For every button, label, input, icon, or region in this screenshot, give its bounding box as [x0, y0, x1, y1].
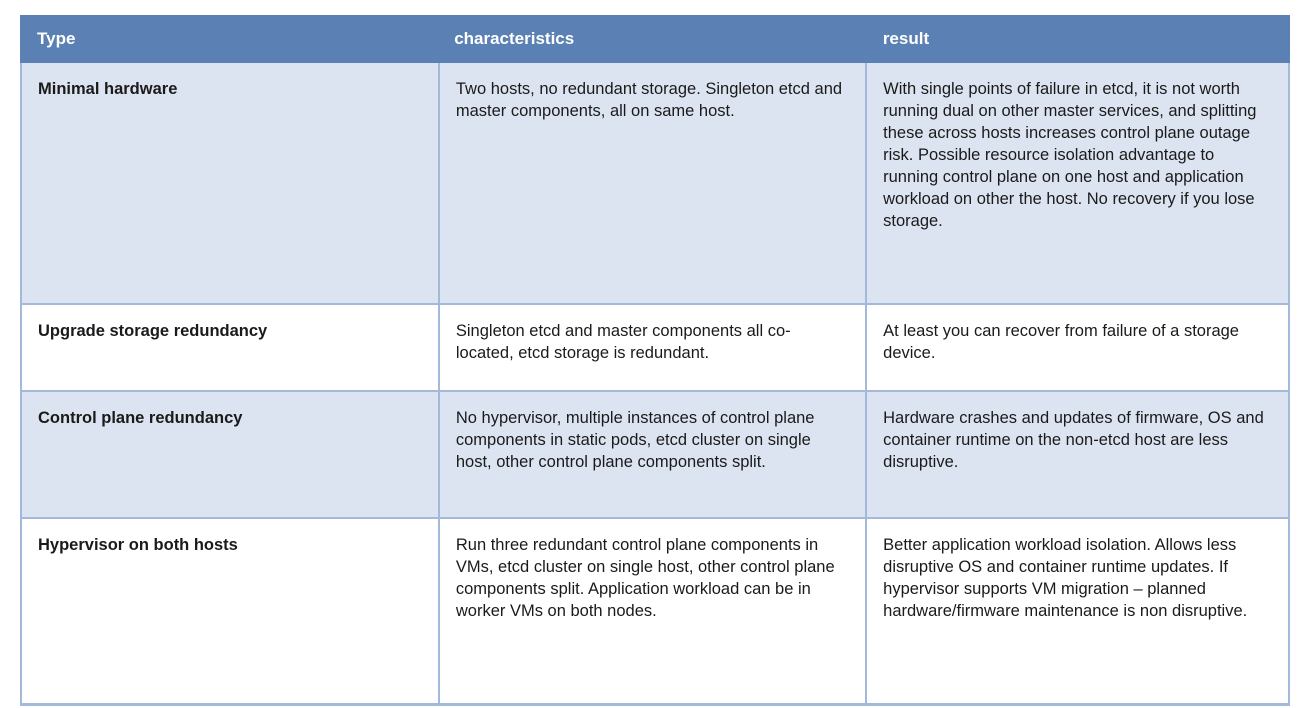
cell-characteristics: Two hosts, no redundant storage. Singleton etcd and master components, all on same host.	[438, 63, 865, 303]
cell-type: Control plane redundancy	[38, 409, 243, 427]
table-row	[22, 390, 1288, 517]
cell-result: Better application workload isolation. Allows less disruptive OS and container runtime updates. If hypervisor supports VM migration – planned hardware/firmware maintenance is non disruptive.	[865, 519, 1288, 703]
column-header-type: Type	[37, 29, 76, 48]
cell-characteristics: Singleton etcd and master components all co-located, etcd storage is redundant.	[438, 305, 865, 390]
cell-type: Hypervisor on both hosts	[38, 536, 238, 554]
table-row	[22, 517, 1288, 703]
table-header-row	[20, 15, 1290, 63]
cell-characteristics: Run three redundant control plane components in VMs, etcd cluster on single host, other control plane components split. Application workload can be in worker VMs on both nodes.	[438, 519, 865, 703]
table-row	[22, 303, 1288, 390]
cell-result: With single points of failure in etcd, it is not worth running dual on other master services, and splitting these across hosts increases control plane outage risk. Possible resource isolation advantage to running control plane on one host and application workload on other the host. No recovery if you lose storage.	[865, 63, 1288, 303]
cell-result: Hardware crashes and updates of firmware, OS and container runtime on the non-etcd host are less disruptive.	[865, 392, 1288, 517]
column-header-characteristics: characteristics	[454, 29, 575, 48]
cell-type: Upgrade storage redundancy	[38, 322, 268, 340]
column-header-result: result	[882, 29, 930, 48]
table-body	[20, 63, 1290, 706]
cell-result: At least you can recover from failure of a storage device.	[865, 305, 1288, 390]
redundancy-options-table	[20, 15, 1290, 706]
table-row	[22, 63, 1288, 303]
cell-characteristics: No hypervisor, multiple instances of control plane components in static pods, etcd cluster on single host, other control plane components split.	[438, 392, 865, 517]
cell-type: Minimal hardware	[38, 80, 178, 98]
